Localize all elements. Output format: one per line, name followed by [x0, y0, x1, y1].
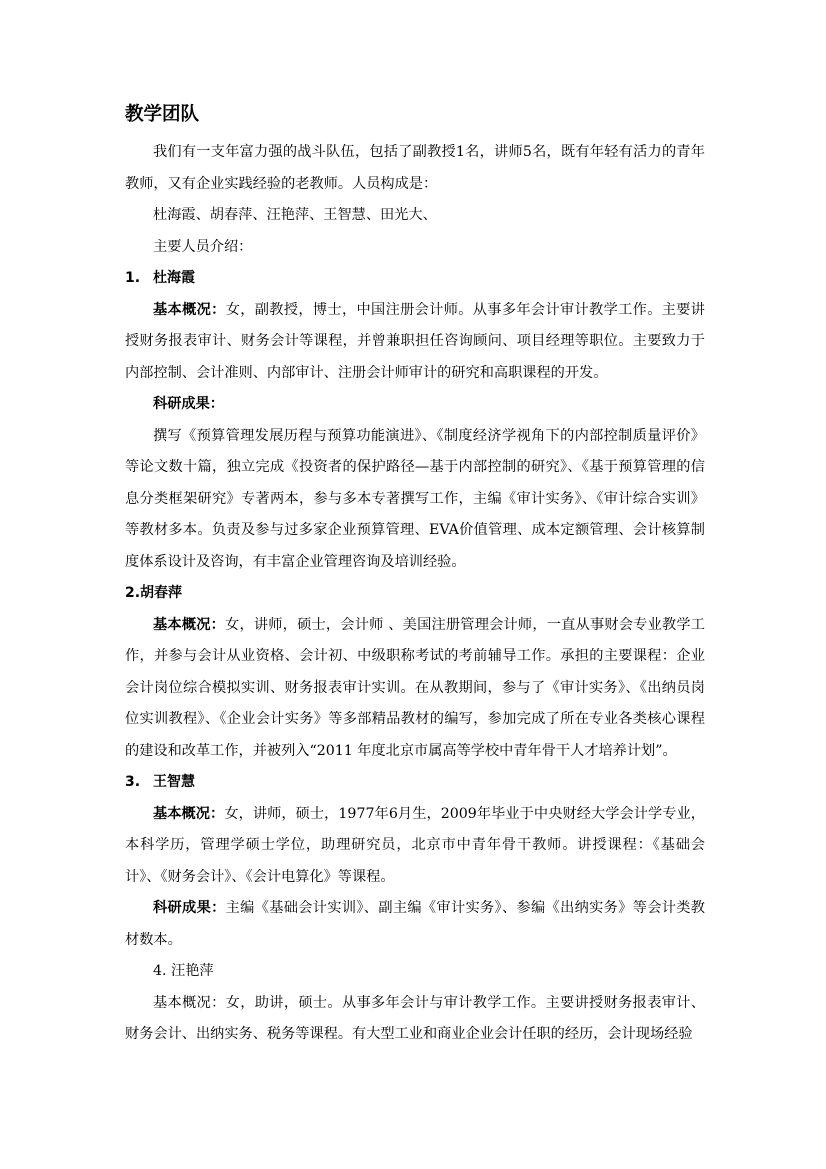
research-label: 科研成果： [153, 396, 224, 412]
members-line: 杜海霞、胡春萍、汪艳萍、王智慧、田光大、 [153, 207, 437, 223]
basic-info-paragraph [125, 610, 705, 768]
basic-info-paragraph [125, 799, 705, 894]
page-title: 教学团队 [125, 104, 200, 125]
person-name: 王智慧 [153, 774, 195, 790]
basic-info-paragraph: 基本概况：女，助讲，硕士。从事多年会计与审计教学工作。主要讲授财务报表审计、财务会计、出纳实务、税务等课程。有大型工业和商业企业会计任职的经历，会计现场经验 [125, 994, 705, 1042]
research-paragraph [125, 893, 705, 956]
section-heading-2: 2.胡春萍 [125, 585, 183, 601]
intro-paragraph: 我们有一支年富力强的战斗队伍，包括了副教授1名，讲师5名，既有年轻有活力的青年教师，又有企业实践经验的老教师。人员构成是： [125, 144, 705, 192]
section-heading-3 [125, 767, 705, 799]
main-intro-line: 主要人员介绍： [153, 238, 253, 255]
section-number: 1. [125, 270, 141, 286]
basic-info-text: 女，副教授，博士，中国注册会计师。从事多年会计审计教学工作。主要讲授财务报表审计、财务会计等课程，并曾兼职担任咨询顾问、项目经理等职位。主要致力于内部控制、会计准则、内部审计、注册会计师审计的研究和高职课程的开发。 [125, 301, 705, 381]
basic-info-paragraph [125, 295, 705, 390]
basic-info-label: 基本概况： [153, 301, 226, 318]
section-heading-4: 4. 汪艳萍 [153, 963, 214, 979]
section-heading-1 [125, 263, 705, 295]
research-paragraph: 撰写《预算管理发展历程与预算功能演进》、《制度经济学视角下的内部控制质量评价》等论文数十篇，独立完成《投资者的保护路径—基于内部控制的研究》、《基于预算管理的信息分类框架研究》专著两本，参与多本专著撰写工作，主编《审计实务》、《审计综合实训》等教材多本。负责及参与过多家企业预算管理、EVA价值管理、成本定额管理、会计核算制度体系设计及咨询，有丰富企业管理咨询及培训经验。 [125, 427, 705, 570]
research-text: 主编《基础会计实训》、副主编《审计实务》、参编《出纳实务》等会计类教材数本。 [125, 900, 705, 948]
basic-info-label: 基本概况： [153, 616, 226, 633]
basic-info-label: 基本概况： [153, 805, 225, 822]
section-number: 3. [125, 774, 141, 790]
research-label: 科研成果： [153, 900, 226, 916]
basic-info-text: 女，讲师，硕士，会计师 、美国注册管理会计师，一直从事财会专业教学工作，并参与会计从业资格、会计初、中级职称考试的考前辅导工作。承担的主要课程：企业会计岗位综合模拟实训、财务报表审计实训。在从教期间，参与了《审计实务》、《出纳员岗位实训教程》、《企业会计实务》等多部精品教材的编写，参加完成了所在专业各类核心课程的建设和改革工作，并被列入“2011 年度北京市属高等学校中青年骨干人才培养计划”。 [125, 616, 705, 759]
basic-info-text: 女，讲师，硕士，1977年6月生，2009年毕业于中央财经大学会计学专业，本科学历，管理学硕士学位，助理研究员，北京市中青年骨干教师。讲授课程：《基础会计》、《财务会计》、《会计电算化》等课程。 [125, 805, 705, 885]
person-name: 杜海霞 [153, 270, 195, 286]
document-page [125, 100, 705, 1051]
research-heading [125, 389, 705, 421]
